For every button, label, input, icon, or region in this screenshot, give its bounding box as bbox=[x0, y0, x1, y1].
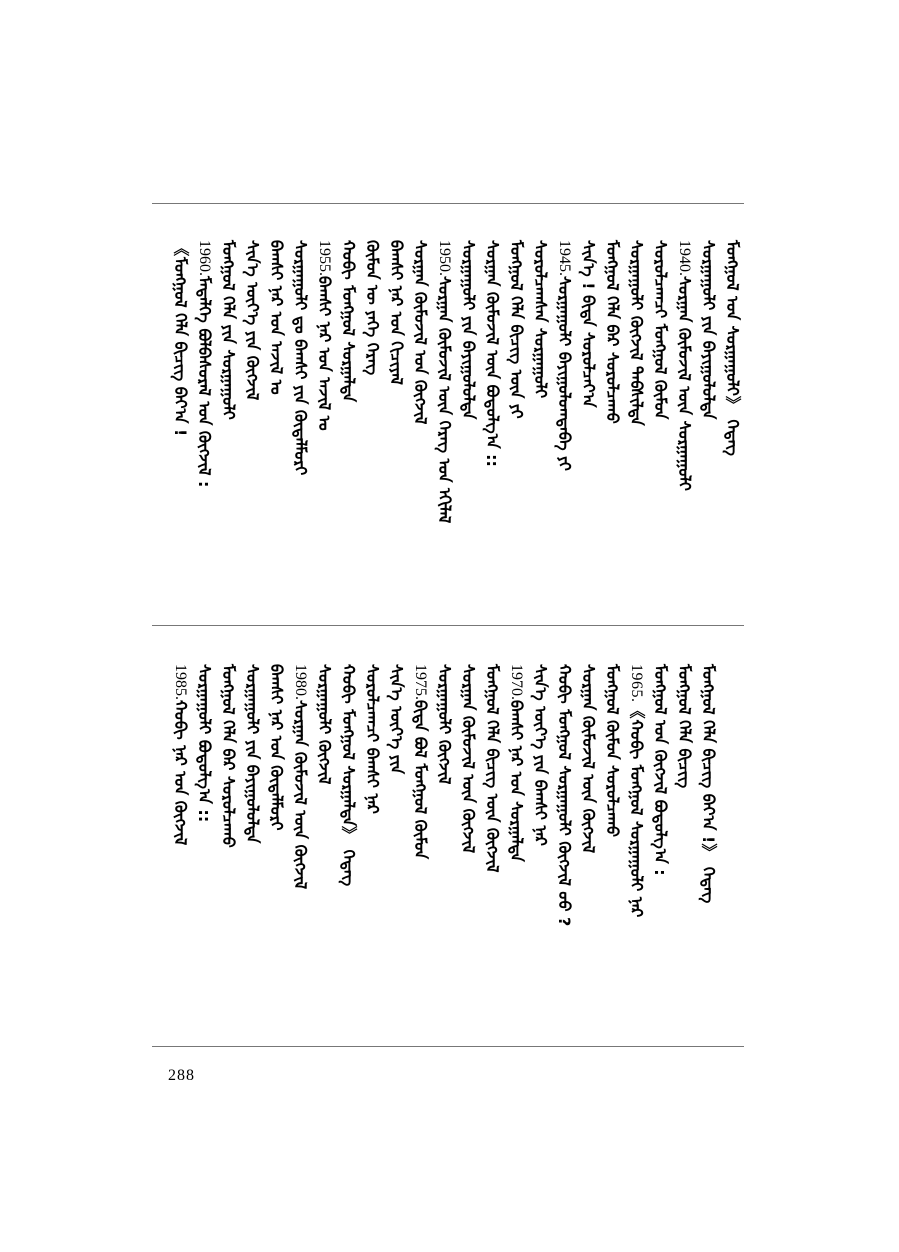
year-label: 1970. bbox=[508, 664, 525, 700]
text-column bbox=[480, 664, 504, 872]
verse-line: ᠪᠠᠭᠰᠢ ᠨᠠᠷ ᠤᠨ ᠠᠵᠢᠯ ᠤ bbox=[315, 276, 334, 431]
text-column bbox=[240, 240, 264, 400]
text-column bbox=[432, 664, 456, 784]
text-column bbox=[264, 240, 288, 395]
verse-line: ᠮᠣᠩᠭᠣᠯ ᠬᠡᠯᠡ ᠪᠢᠴᠢᠭ ᠦᠨ ᠶᠢ bbox=[507, 240, 526, 419]
text-column bbox=[528, 664, 552, 846]
text-column bbox=[264, 664, 288, 831]
text-column bbox=[648, 240, 672, 419]
verse-line: ᠪᠢᠳᠡ ᠪᠣᠯ ᠮᠣᠩᠭᠣᠯ ᠬᠦᠮᠦᠨ bbox=[411, 700, 430, 860]
verse-line: ᠰᠢᠨ᠎ᠡ ! ᠪᠢᠳᠡ ᠰᠤᠷᠤᠯᠴᠠᠶ᠎ᠠ bbox=[579, 240, 598, 408]
verse-line: ᠰᠤᠷᠭᠠᠭᠤᠯᠢ ᠶᠢᠨ ᠪᠠᠶᠢᠭᠤᠯᠤᠯᠲᠠ bbox=[243, 664, 262, 844]
verse-line: ᠮᠣᠩᠭᠣᠯ ᠬᠡᠯᠡ ᠶᠢᠨ ᠰᠤᠷᠭᠠᠭᠤᠯᠢ bbox=[219, 240, 238, 420]
verse-line: ᠰᠤᠷᠭᠠᠭᠤᠯᠢ ᠬᠥᠭᠵᠢᠯ ᠳᠡᠪᠰᠢᠯᠲᠡ bbox=[627, 240, 646, 426]
verse-line: ᠮᠣᠩᠭᠣᠯ ᠤᠨ ᠰᠤᠷᠭᠠᠭᠤᠯᠢ》 ᠭᠡᠳᠡᠭ bbox=[723, 240, 742, 456]
upper-text-block bbox=[152, 240, 744, 620]
year-label: 1945. bbox=[556, 240, 573, 276]
text-column bbox=[456, 664, 480, 853]
text-column bbox=[672, 664, 696, 788]
verse-line: ᠬᠦᠮᠦᠨ ᠦ ᠶᠡᠬᠡ ᠬᠡᠷᠡᠭ bbox=[363, 240, 382, 376]
text-column bbox=[240, 664, 264, 843]
verse-line: ᠮᠣᠩᠭᠣᠯ ᠬᠡᠯᠡ ᠪᠡᠷ ᠰᠤᠷᠤᠯᠴᠠᠬᠤ bbox=[219, 664, 238, 848]
text-column bbox=[456, 240, 480, 419]
year-label: 1940. bbox=[676, 240, 693, 276]
text-column bbox=[672, 240, 696, 491]
verse-line: ᠮᠣᠩᠭᠣᠯ ᠬᠡᠯᠡ ᠪᠢᠴᠢᠭ ᠪᠠᠶ᠎ᠠ !》 ᠭᠡᠳᠡᠭ bbox=[699, 664, 718, 904]
text-column bbox=[624, 664, 648, 917]
verse-line: ᠮᠣᠩᠭᠣᠯ ᠬᠡᠯᠡ ᠪᠡᠷ ᠰᠤᠷᠤᠯᠴᠠᠬᠤ bbox=[603, 240, 622, 424]
verse-line: 《ᠮᠣᠩᠭᠣᠯ ᠬᠡᠯᠡ ᠪᠢᠴᠢᠭ ᠪᠠᠶ᠎ᠠ ! bbox=[171, 240, 190, 437]
text-column bbox=[312, 240, 336, 431]
verse-line: ᠰᠤᠷᠭᠠᠨ ᠬᠥᠮᠦᠵᠢᠯ ᠦᠨ ᠰᠤᠷᠭᠠᠭᠤᠯᠢ bbox=[675, 276, 694, 491]
text-column bbox=[336, 664, 360, 886]
text-column bbox=[576, 664, 600, 853]
text-column bbox=[288, 240, 312, 475]
verse-line: ᠮᠣᠩᠭᠣᠯ ᠬᠡᠯᠡ ᠪᠢᠴᠢᠭ bbox=[675, 664, 694, 789]
verse-line: ᠰᠤᠷᠭᠠᠨ ᠬᠥᠮᠦᠵᠢᠯ ᠦᠨ ᠬᠡᠷᠡᠭ ᠤᠨ ᠡᠬᠢᠯᠡᠯ bbox=[435, 276, 454, 524]
text-column bbox=[336, 240, 360, 402]
text-column bbox=[504, 240, 528, 419]
verse-line: ᠰᠤᠷᠭᠠᠭᠤᠯᠢ ᠳᠤ ᠪᠠᠭᠰᠢ ᠶᠢᠨ ᠬᠥᠳᠡᠯᠮᠦᠷᠢ bbox=[291, 240, 310, 476]
bottom-rule bbox=[152, 1046, 744, 1047]
year-label: 1960. bbox=[196, 240, 213, 276]
text-column bbox=[528, 240, 552, 398]
text-column bbox=[504, 664, 528, 862]
text-column bbox=[696, 240, 720, 419]
verse-line: ᠮᠣᠩᠭᠣᠯ ᠬᠦᠮᠦᠨ ᠰᠤᠷᠤᠯᠴᠠᠬᠤ bbox=[603, 664, 622, 837]
text-column bbox=[720, 240, 744, 456]
text-column bbox=[384, 240, 408, 385]
verse-line: ᠰᠤᠷᠭᠠᠭᠤᠯᠢ ᠬᠥᠭᠵᠢᠯ bbox=[435, 664, 454, 785]
text-column bbox=[552, 240, 576, 471]
year-label: 1980. bbox=[292, 664, 309, 700]
text-column bbox=[360, 664, 384, 814]
verse-line: ᠰᠢᠨ᠎ᠡ ᠦᠶ᠎ᠡ ᠶᠢᠨ ᠬᠥᠭᠵᠢᠯ bbox=[243, 240, 262, 401]
text-column bbox=[576, 240, 600, 407]
text-column bbox=[168, 240, 192, 436]
text-column bbox=[600, 240, 624, 424]
lower-text-block bbox=[152, 664, 744, 1044]
verse-line: ᠰᠢᠨ᠎ᠡ ᠦᠶ᠎ᠡ ᠶᠢᠨ bbox=[387, 664, 406, 775]
text-column bbox=[624, 240, 648, 426]
verse-line: ᠰᠤᠷᠭᠠᠨ ᠬᠥᠮᠦᠵᠢᠯ ᠦᠨ ᠪᠣᠳᠤᠯᠭ᠎ᠠ :: bbox=[483, 240, 502, 467]
text-column bbox=[600, 664, 624, 837]
verse-line: ᠰᠤᠷᠭᠠᠨ ᠬᠥᠮᠦᠵᠢᠯ ᠦᠨ ᠬᠥᠭᠵᠢᠯ bbox=[291, 700, 310, 890]
verse-line: ᠬᠣᠪᠢ ᠮᠣᠩᠭᠣᠯ ᠰᠤᠷᠭᠠᠯᠲᠠ》 ᠭᠡᠳᠡᠭ bbox=[339, 664, 358, 887]
verse-line: ᠰᠤᠷᠭᠠᠭᠤᠯᠢ ᠶᠢᠨ ᠪᠠᠶᠢᠭᠤᠯᠤᠯᠲᠠ bbox=[459, 240, 478, 420]
verse-line: ᠰᠤᠷᠤᠯᠴᠠᠭᠴᠢ ᠪᠠᠭᠰᠢ ᠨᠠᠷ bbox=[363, 664, 382, 814]
text-column bbox=[552, 664, 576, 926]
middle-rule bbox=[152, 625, 744, 626]
verse-line: ᠰᠤᠷᠭᠠᠭᠤᠯᠢ ᠬᠥᠭᠵᠢᠯ bbox=[315, 664, 334, 785]
verse-line: ᠪᠠᠭᠰᠢ ᠨᠠᠷ ᠤᠨ ᠬᠢᠴᠢᠶᠡᠯ bbox=[387, 240, 406, 385]
year-label: 1965. bbox=[628, 664, 645, 703]
text-column bbox=[216, 664, 240, 848]
text-column bbox=[408, 664, 432, 859]
year-label: 1975. bbox=[412, 664, 429, 700]
text-column bbox=[216, 240, 240, 420]
verse-line: ᠬᠣᠪᠢ ᠮᠣᠩᠭᠣᠯ ᠰᠤᠷᠭᠠᠯᠲᠠ bbox=[339, 240, 358, 403]
verse-line: ᠪᠠᠭᠰᠢ ᠨᠠᠷ ᠤᠨ ᠠᠵᠢᠯ ᠤ bbox=[267, 240, 286, 395]
verse-line: ᠰᠢᠨ᠎ᠡ ᠦᠶ᠎ᠡ ᠶᠢᠨ ᠪᠠᠭᠰᠢ ᠨᠠᠷ bbox=[531, 664, 550, 846]
verse-line: ᠰᠤᠷᠭᠠᠨ ᠬᠥᠮᠦᠵᠢᠯ ᠦᠨ ᠬᠥᠭᠵᠢᠯ bbox=[459, 664, 478, 854]
text-column bbox=[480, 240, 504, 467]
text-column bbox=[408, 240, 432, 424]
verse-line: ᠰᠤᠷᠤᠯᠴᠠᠭᠴᠢ ᠮᠣᠩᠭᠣᠯ ᠬᠦᠮᠦᠨ bbox=[651, 240, 670, 420]
year-label: 1985. bbox=[172, 664, 189, 700]
verse-line: ᠮᠣᠩᠭᠣᠯ ᠬᠡᠯᠡ ᠪᠢᠴᠢᠭ ᠦᠨ ᠬᠥᠭᠵᠢᠯ bbox=[483, 664, 502, 873]
text-column bbox=[312, 664, 336, 784]
verse-line: ᠰᠤᠷᠭᠠᠨ ᠬᠥᠮᠦᠵᠢᠯ ᠦᠨ ᠬᠥᠭᠵᠢᠯ bbox=[579, 664, 598, 854]
verse-line: ᠰᠤᠷᠭᠠᠭᠤᠯᠢ ᠪᠣᠳᠤᠯᠭ᠎ᠠ :: bbox=[195, 664, 214, 823]
top-rule bbox=[152, 203, 744, 204]
verse-line: ᠰᠤᠷᠤᠯᠴᠠᠭᠰᠠᠨ ᠰᠤᠷᠭᠠᠭᠤᠯᠢ bbox=[531, 240, 550, 399]
verse-line: ᠪᠠᠭᠰᠢ ᠨᠠᠷ ᠤᠨ ᠬᠥᠳᠡᠯᠮᠦᠷᠢ bbox=[267, 664, 286, 831]
verse-line: ᠬᠣᠪᠢ ᠮᠣᠩᠭᠣᠯ ᠰᠤᠷᠭᠠᠭᠤᠯᠢ ᠬᠥᠭᠵᠢᠯ ᠤᠤ ? bbox=[555, 664, 574, 927]
page-number: 288 bbox=[168, 1067, 195, 1084]
text-column bbox=[696, 664, 720, 903]
year-label: 1950. bbox=[436, 240, 453, 276]
text-column bbox=[648, 664, 672, 876]
text-column bbox=[288, 664, 312, 889]
verse-line: 《ᠬᠣᠪᠢ ᠮᠣᠩᠭᠣᠯ ᠰᠤᠷᠭᠠᠭᠤᠯᠢ ᠨᠠᠷ bbox=[627, 702, 646, 918]
text-column bbox=[432, 240, 456, 523]
verse-line: ᠮᠣᠩᠭᠣᠯ ᠤᠨ ᠬᠥᠭᠵᠢᠯ ᠪᠣᠳᠤᠯᠭ᠎ᠠ : bbox=[651, 664, 670, 876]
verse-line: ᠰᠤᠷᠭᠠᠭᠤᠯᠢ ᠪᠠᠶᠢᠭᠤᠯᠤᠭᠳᠠᠪᠠ ᠶᠢ bbox=[555, 276, 574, 471]
text-column bbox=[192, 664, 216, 822]
verse-line: ᠪᠠᠭᠰᠢ ᠨᠠᠷ ᠤᠨ ᠰᠤᠷᠭᠠᠯᠲᠠ bbox=[507, 700, 526, 862]
year-label: 1955. bbox=[316, 240, 333, 276]
verse-line: ᠰᠤᠷᠭᠠᠨ ᠬᠥᠮᠦᠵᠢᠯ ᠤᠨ ᠬᠥᠭᠵᠢᠯ bbox=[411, 240, 430, 425]
text-column bbox=[168, 664, 192, 845]
text-column bbox=[192, 240, 216, 487]
verse-line: ᠮᠡᠳᠡᠯᠭᠡ ᠪᠣᠯᠪᠠᠰᠤᠷᠠᠯ ᠤᠨ ᠬᠥᠭᠵᠢᠯ : bbox=[195, 276, 214, 488]
text-column bbox=[360, 240, 384, 375]
verse-line: ᠰᠤᠷᠭᠠᠭᠤᠯᠢ ᠶᠢᠨ ᠪᠠᠶᠢᠭᠤᠯᠤᠯᠲᠠ bbox=[699, 240, 718, 420]
text-column bbox=[384, 664, 408, 774]
verse-line: ᠬᠤᠪᠢ ᠨᠠᠷ ᠤᠨ ᠬᠥᠭᠵᠢᠯ bbox=[171, 700, 190, 846]
